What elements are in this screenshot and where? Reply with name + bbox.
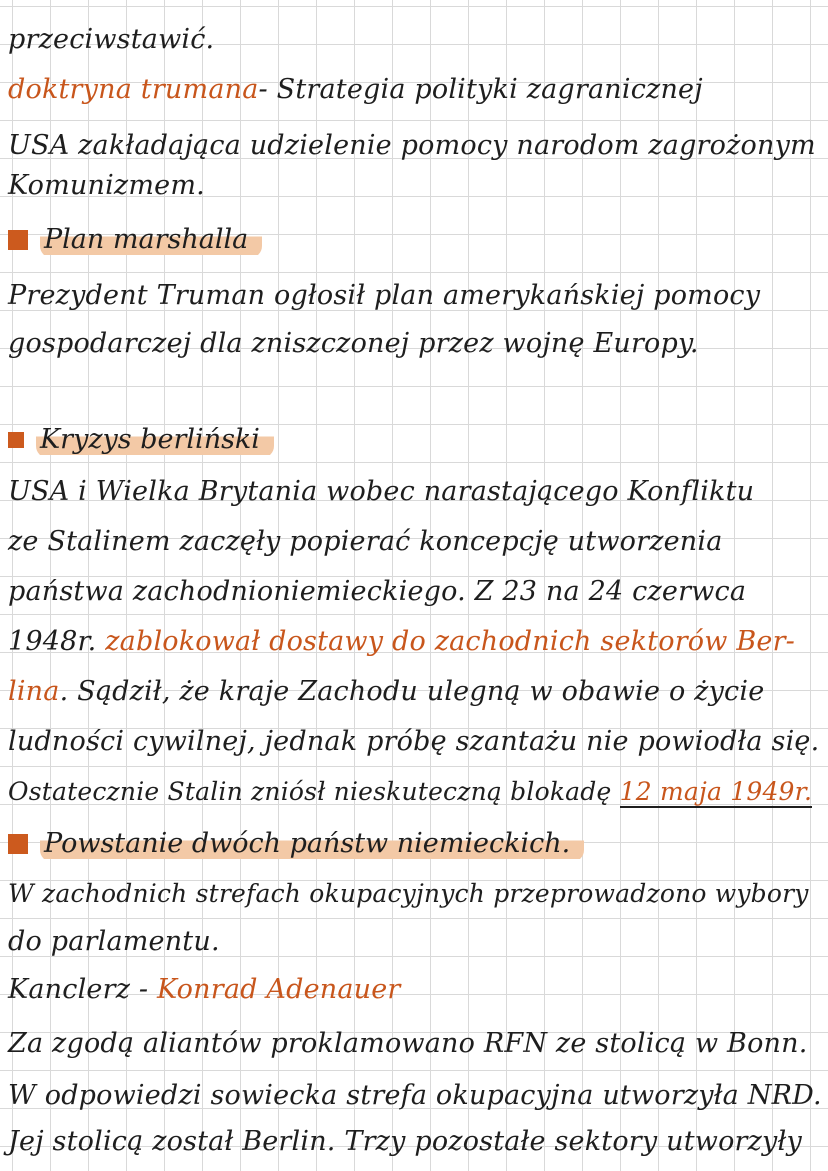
text: 1948r.: [8, 626, 97, 657]
highlighted-text: lina: [8, 676, 60, 707]
text-line: [8, 168, 823, 204]
text: Kanclerz -: [8, 974, 149, 1005]
text-line: [8, 624, 823, 660]
text-line: [8, 1078, 823, 1114]
square-bullet-icon: [8, 834, 28, 854]
text: USA zakładająca udzielenie pomocy narodom zagrożonym: [8, 130, 816, 161]
text-line: [8, 674, 823, 710]
heading-powstanie: [8, 826, 584, 862]
text: . Sądził, że kraje Zachodu ulegną w obawie o życie: [59, 676, 765, 707]
text-line: [8, 22, 823, 58]
text-line: [8, 72, 823, 108]
text: Ostatecznie Stalin zniósł nieskuteczną blokadę: [8, 777, 612, 806]
text-line: [8, 724, 823, 760]
text-line: [8, 574, 823, 610]
text: USA i Wielka Brytania wobec narastającego Konfliktu: [8, 476, 755, 507]
text: Jej stolicą został Berlin. Trzy pozostałe sektory utworzyły: [8, 1126, 802, 1157]
text-line: [8, 774, 823, 810]
text: państwa zachodnioniemieckiego. Z 23 na 24 czerwca: [8, 576, 747, 607]
text-line: [8, 474, 823, 510]
text: gospodarczej dla zniszczonej przez wojnę Europy.: [8, 328, 699, 359]
text-line: [8, 524, 823, 560]
heading-text: Kryzys berliński: [36, 422, 274, 458]
text: W odpowiedzi sowiecka strefa okupacyjna utworzyła NRD.: [8, 1080, 822, 1111]
text-line: [8, 278, 823, 314]
square-bullet-icon: [8, 230, 28, 250]
date-highlight: 12 maja 1949r.: [619, 777, 813, 806]
text: ludności cywilnej, jednak próbę szantażu nie powiodła się.: [8, 726, 820, 757]
text: ze Stalinem zaczęły popierać koncepcję utworzenia: [8, 526, 723, 557]
text-line: [8, 128, 823, 164]
highlighted-text: zablokował dostawy do zachodnich sektorów Ber-: [105, 626, 795, 657]
text: Komunizmem.: [8, 170, 205, 201]
text-line: [8, 876, 823, 912]
highlighted-text: Konrad Adenauer: [157, 974, 401, 1005]
text: Za zgodą aliantów proklamowano RFN ze stolicą w Bonn.: [8, 1028, 808, 1059]
text-line: [8, 1124, 823, 1160]
text-line: [8, 1026, 823, 1062]
text: W zachodnich strefach okupacyjnych przeprowadzono wybory: [8, 879, 809, 908]
text: - Strategia polityki zagranicznej: [258, 74, 703, 105]
text: do parlamentu.: [8, 926, 220, 957]
heading-text: Plan marshalla: [40, 222, 262, 258]
term-doktryna-trumana: doktryna trumana: [8, 74, 259, 105]
text-line: [8, 326, 823, 362]
heading-text: Powstanie dwóch państw niemieckich.: [40, 826, 584, 862]
text-line: [8, 972, 823, 1008]
text: przeciwstawić.: [8, 24, 215, 55]
heading-plan-marshalla: [8, 222, 262, 258]
text: Prezydent Truman ogłosił plan amerykańskiej pomocy: [8, 280, 761, 311]
square-bullet-icon: [8, 432, 24, 448]
heading-kryzys-berlinski: [8, 422, 274, 458]
text-line: [8, 924, 823, 960]
